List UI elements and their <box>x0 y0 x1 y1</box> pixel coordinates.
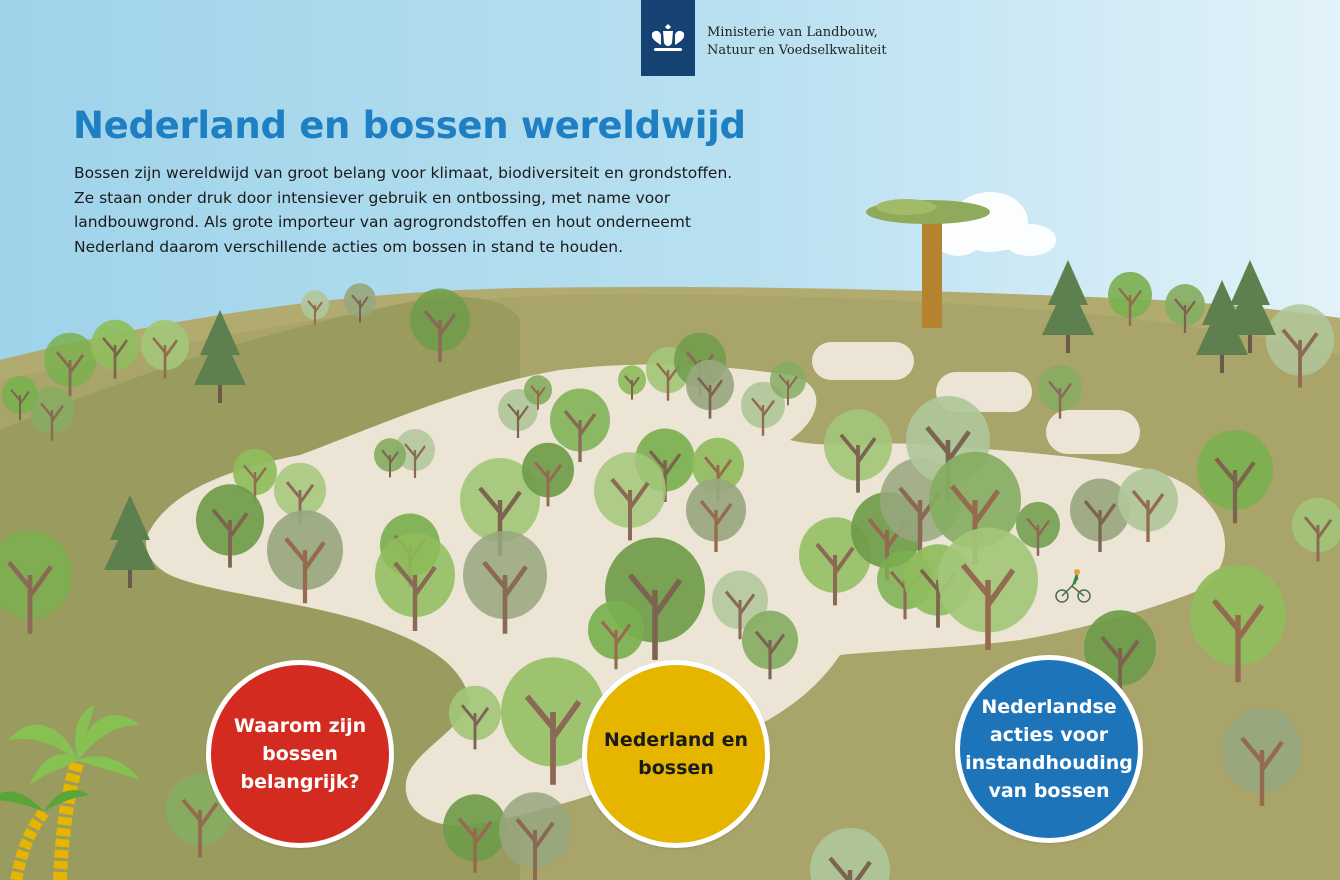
ministry-name <box>707 24 887 60</box>
intro-line: Nederland daarom verschillende acties om bossen in stand te houden. <box>74 237 624 256</box>
conifer-trunk <box>1066 335 1070 353</box>
conifer-trunk <box>1248 335 1252 353</box>
coat-of-arms-icon <box>641 0 695 76</box>
topic-button-dutch-actions[interactable] <box>955 655 1143 843</box>
topic-label: Waarom zijn bossen belangrijk? <box>233 715 367 793</box>
intro-line: landbouwgrond. Als grote importeur van agrogrondstoffen en hout onderneemt <box>74 213 691 231</box>
ministry-logo <box>641 0 887 76</box>
topic-label: Nederlandse acties voor instandhouding van bossen <box>965 696 1133 802</box>
intro-line: Bossen zijn wereldwijd van groot belang voor klimaat, biodiversiteit en grondstoffen. <box>74 164 733 182</box>
conifer-trunk <box>218 385 222 403</box>
page-title: Nederland en bossen wereldwijd <box>73 104 746 147</box>
topic-label: Nederland en bossen <box>603 729 749 779</box>
intro-line: Ze staan onder druk door intensiever gebruik en ontbossing, met name voor <box>74 188 671 207</box>
ministry-name-line2: Natuur en Voedselkwaliteit <box>707 43 887 58</box>
topic-button-why-forests-important[interactable] <box>206 660 394 848</box>
conifer-trunk <box>1220 355 1224 373</box>
intro-text <box>74 161 814 259</box>
conifer-trunk <box>128 570 132 588</box>
topic-button-netherlands-and-forests[interactable] <box>582 660 770 848</box>
ministry-name-line1: Ministerie van Landbouw, <box>707 25 878 40</box>
